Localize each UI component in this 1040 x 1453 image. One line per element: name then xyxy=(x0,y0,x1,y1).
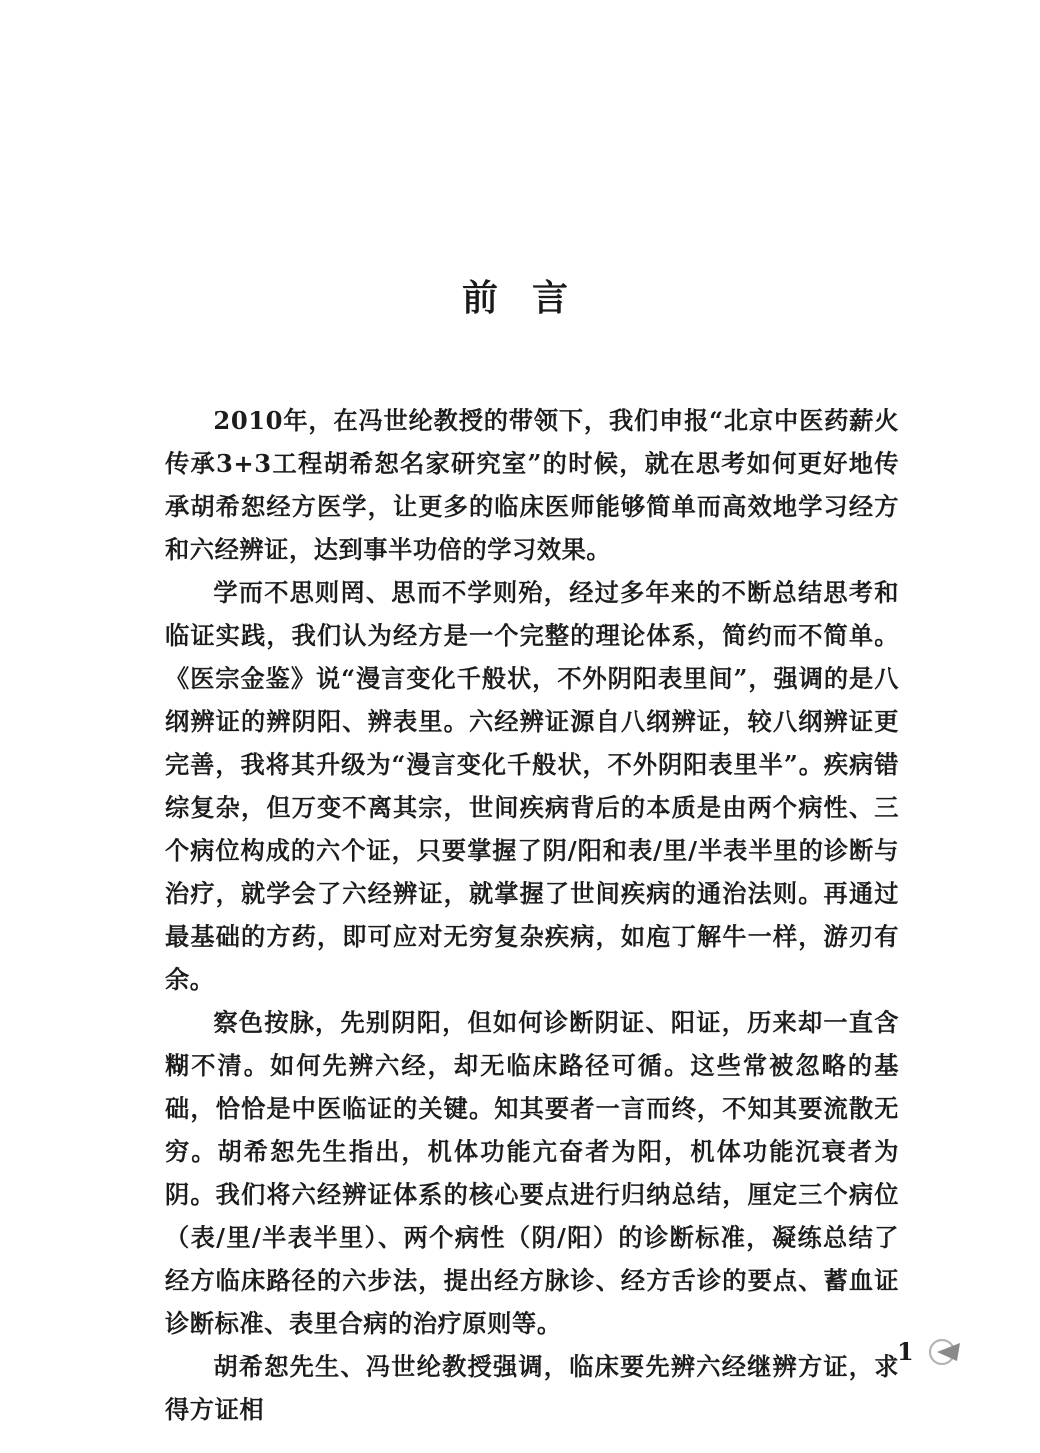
arrow-head xyxy=(937,1343,960,1361)
paragraph-4: 胡希恕先生、冯世纶教授强调，临床要先辨六经继辨方证，求得方证相 xyxy=(165,1352,899,1424)
paragraph-2: 学而不思则罔、思而不学则殆，经过多年来的不断总结思考和临证实践，我们认为经方是一个完整的理论体系，简约而不简单。《医宗金鉴》说“漫言变化千般状，不外阴阳表里间”，强调的是八纲辨证的辨阴阳、辨表里。六经辨证源自八纲辨证，较八纲辨证更完善，我将其升级为“漫言变化千般状，不外阴阳表里半”。疾病错综复杂，但万变不离其宗，世间疾病背后的本质是由两个病性、三个病位构成的六个证，只要掌握了阴/阳和表/里/半表半里的诊断与治疗，就学会了六经辨证，就掌握了世间疾病的通治法则。再通过最基础的方药，即可应对无穷复杂疾病，如庖丁解牛一样，游刃有余。 xyxy=(165,578,899,994)
preface-body xyxy=(165,399,899,1431)
paragraph-3: 察色按脉，先别阴阳，但如何诊断阴证、阳证，历来却一直含糊不清。如何先辨六经，却无临床路径可循。这些常被忽略的基础，恰恰是中医临证的关键。知其要者一言而终，不知其要流散无穷。胡希恕先生指出，机体功能亢奋者为阳，机体功能沉衰者为阴。我们将六经辨证体系的核心要点进行归纳总结，厘定三个病位（表/里/半表半里）、两个病性（阴/阳）的诊断标准，凝练总结了经方临床路径的六步法，提出经方脉诊、经方舌诊的要点、蓄血证诊断标准、表里合病的治疗原则等。 xyxy=(165,1008,899,1338)
page-number: 1 xyxy=(897,1337,914,1366)
paragraph-1: 2010年，在冯世纶教授的带领下，我们申报“北京中医药薪火传承3+3工程胡希恕名家研究室”的时候，就在思考如何更好地传承胡希恕经方医学，让更多的临床医师能够简单而高效地学习经方和六经辨证，达到事半功倍的学习效果。 xyxy=(165,406,899,564)
page-title: 前言 xyxy=(461,277,602,319)
page-turn-arrow-icon xyxy=(927,1337,961,1367)
